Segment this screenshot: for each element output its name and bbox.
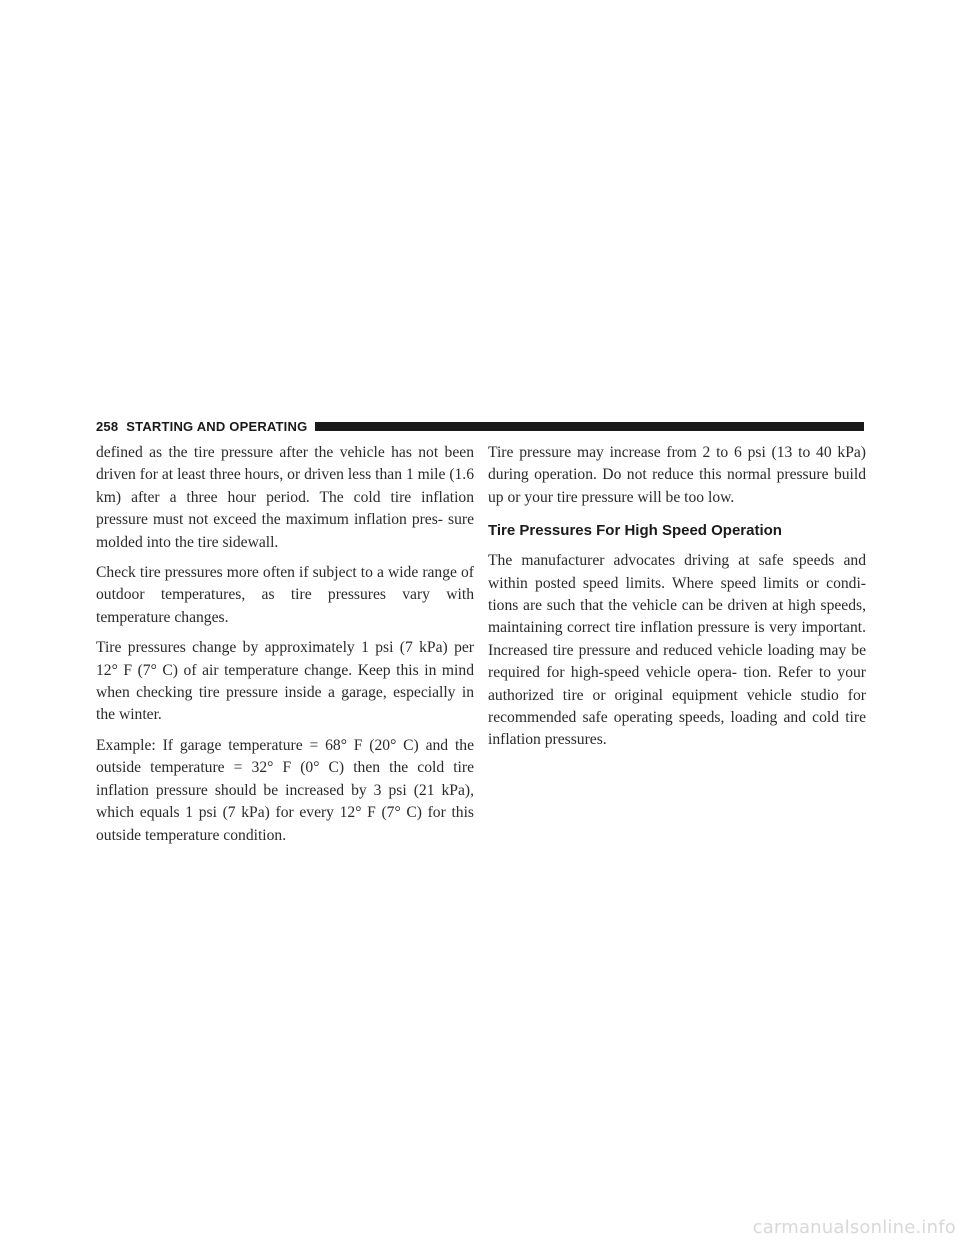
left-column [96,442,474,855]
paragraph-pressure-change: Tire pressures change by approximately 1 psi (7 kPa) per 12° F (7° C) of air temperature change. Keep this in mind when checking tire pressure inside a garage, especially in the winter. [96,639,474,724]
header-rule [315,422,864,431]
paragraph-example: Example: If garage temperature = 68° F (20° C) and the outside temperature = 32° F (0° C) then the cold tire inflation pressure should be increased by 3 psi (21 kPa), which equals 1 psi (7 kPa) for every 12° F (7° C) for this outside temperature condition. [96,736,474,844]
paragraph-pressure-increase: Tire pressure may increase from 2 to 6 psi (13 to 40 kPa) during operation. Do not reduce this normal pressure build up or your tire pressure will be too low. [488,444,866,506]
paragraph-high-speed: The manufacturer advocates driving at safe speeds and within posted speed limits. Where speed limits or condi- tions are such that the vehicle can be driven at high speeds, maintaining correct tire inflation pressure is very important. Increased tire pressure and reduced vehicle loading may be required for high-speed vehicle opera- tion. Refer to your authorized tire or original equipment vehicle studio for recommended safe operating speeds, loading and cold tire inflation pressures. [488,552,866,749]
watermark: carmanualsonline.info [752,1217,956,1238]
page-header [96,419,864,433]
page-number: 258 [96,418,119,434]
right-column [488,442,866,760]
paragraph-cold-pressure-definition: defined as the tire pressure after the vehicle has not been driven for at least three hours, or driven less than 1 mile (1.6 km) after a three hour period. The cold tire inflation pressure must not exceed the maximum inflation pres- sure molded into the tire sidewall. [96,444,474,551]
section-title: STARTING AND OPERATING [126,418,308,434]
subheading-high-speed: Tire Pressures For High Speed Operation [488,522,782,540]
paragraph-check-often: Check tire pressures more often if subject to a wide range of outdoor temperatures, as tire pressures vary with temperature changes. [96,564,474,626]
